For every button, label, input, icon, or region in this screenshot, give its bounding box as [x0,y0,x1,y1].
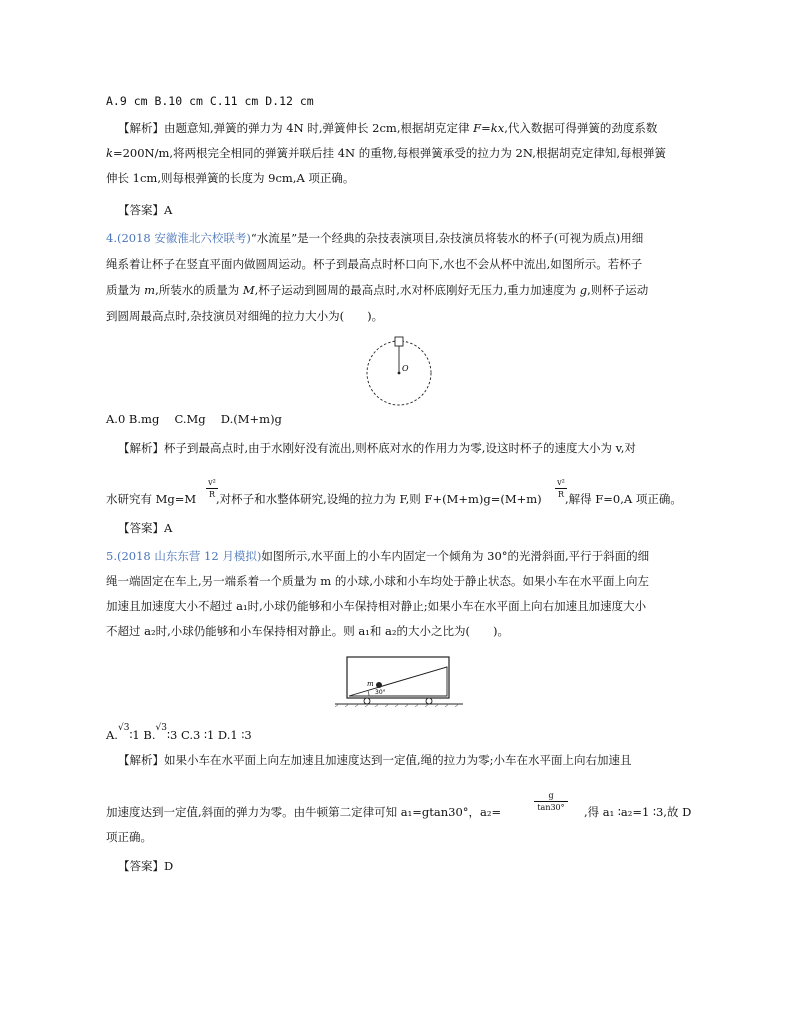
q4-answer: 【答案】A [118,521,173,535]
ball-shape [376,682,382,688]
q5-line2: 绳一端固定在车上,另一端系着一个质量为 m 的小球,小球和小车均处于静止状态。如果小车在水平面上向左 [106,574,650,588]
analysis-tag: 【解析】 [118,441,164,455]
fraction-g-over-tan30: g tan30° [534,791,568,812]
q5-analysis-line2b: ,得 a₁ ∶a₂=1 ∶3,故 D [584,805,692,819]
q4-analysis-line2a: 水研究有 Mg=M [106,492,197,506]
q5-line3: 加速且加速度大小不超过 a₁时,小球仍能够和小车保持相对静止;如果小车在水平面上向右加速且加速度大小 [106,599,647,613]
q4-analysis-line2b: ,对杯子和水整体研究,设绳的拉力为 F,则 F+(M+m)g=(M+m) [216,492,542,506]
q3-options: A.9 cm B.10 cm C.11 cm D.12 cm [106,94,314,108]
mass-label: m [367,680,374,688]
q3-analysis-line2: k=200N/m,将两根完全相同的弹簧并联后挂 4N 的重物,每根弹簧承受的拉力为 2N,根据胡克定律知,每根弹簧 [106,146,667,160]
q4-line4: 到圆周最高点时,杂技演员对细绳的拉力大小为( )。 [106,309,384,323]
q4-source: 4.(2018 安徽淮北六校联考) [106,231,251,245]
analysis-tag: 【解析】 [118,753,164,767]
q5-source: 5.(2018 山东东营 12 月模拟) [106,549,262,563]
wheel-right [426,698,432,704]
q4-circle-figure [362,336,436,410]
q5-analysis-line3: 项正确。 [106,830,152,844]
q5-options: A.$^{√3}$∶1 B.$^{√3}$∶3 C.3 ∶1 D.1 ∶3 [106,723,252,742]
analysis-tag: 【解析】 [118,121,164,135]
q5-answer: 【答案】D [118,859,174,873]
q5-analysis-line1: 【解析】如果小车在水平面上向左加速且加速度达到一定值,绳的拉力为零;小车在水平面上向右加速且 [118,753,632,767]
q4-line1: 4.(2018 安徽淮北六校联考)“水流星”是一个经典的杂技表演项目,杂技演员将装水的杯子(可视为质点)用细 [106,231,644,245]
q4-line3: 质量为 m,所装水的质量为 M,杯子运动到圆周的最高点时,水对杯底刚好无压力,重力加速度为 g,则杯子运动 [106,283,649,297]
q4-analysis-line1: 【解析】杯子到最高点时,由于水刚好没有流出,则杯底对水的作用力为零,设这时杯子的速度大小为 v,对 [118,441,636,455]
q5-line4: 不超过 a₂时,小球仍能够和小车保持相对静止。则 a₁和 a₂的大小之比为( )。 [106,624,509,638]
q3-analysis-line1: 【解析】由题意知,弹簧的弹力为 4N 时,弹簧伸长 2cm,根据胡克定律 F=kx,代入数据可得弹簧的劲度系数 [118,121,658,135]
cup-shape [395,337,403,346]
q4-options: A.0 B.mg C.Mg D.(M+m)g [106,412,282,426]
center-point [398,372,401,375]
q3-analysis-line3: 伸长 1cm,则每根弹簧的长度为 9cm,A 项正确。 [106,171,355,185]
q3-answer: 【答案】A [118,203,173,217]
q4-analysis-line2c: ,解得 F=0,A 项正确。 [565,492,682,506]
q5-analysis-line2a: 加速度达到一定值,斜面的弹力为零。由牛顿第二定律可知 a₁=gtan30°，a₂= [106,805,502,819]
q5-cart-figure [335,653,463,707]
center-label: O [402,364,409,373]
fraction-v2-over-r: v² R [206,478,218,499]
fraction-v2-over-r: v² R [555,478,567,499]
wheel-left [364,698,370,704]
angle-label: 30° [375,689,386,696]
q5-line1: 5.(2018 山东东营 12 月模拟)如图所示,水平面上的小车内固定一个倾角为 30°的光滑斜面,平行于斜面的细 [106,549,650,563]
q4-line2: 绳系着让杯子在竖直平面内做圆周运动。杯子到最高点时杯口向下,水也不会从杯中流出,如图所示。若杯子 [106,257,643,271]
